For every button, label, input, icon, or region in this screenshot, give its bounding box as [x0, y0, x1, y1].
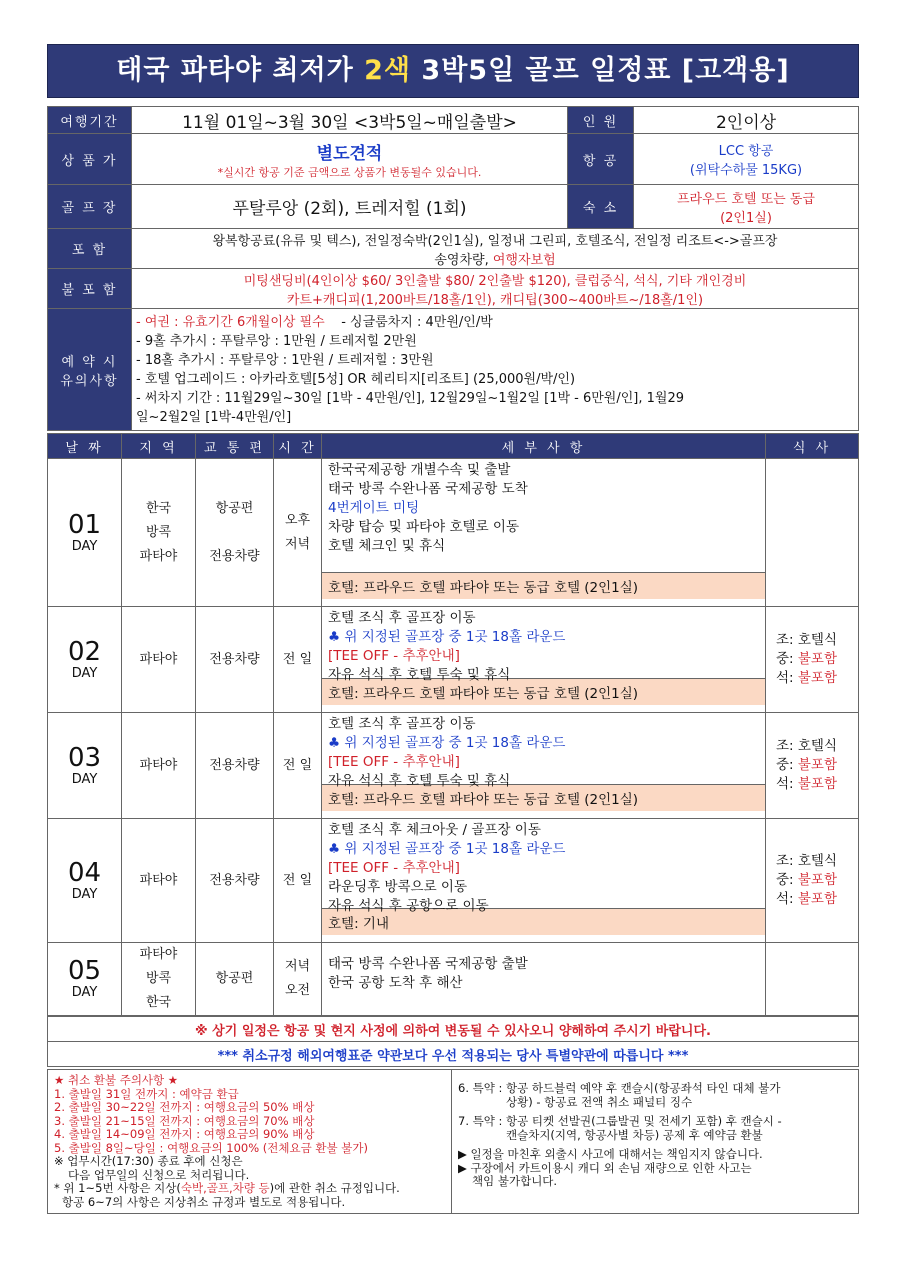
note-surcharge-cont: 일~2월2일 [1박-4만원/인] — [136, 409, 292, 425]
detail-line: 한국 공항 도착 후 해산 — [328, 975, 463, 991]
detail-line: 라운딩후 방콕으로 이동 — [328, 879, 467, 895]
time-cell-line: 오전 — [284, 983, 311, 998]
note-18hole: - 18홀 추가시 : 푸탈루앙 : 1만원 / 트레저힐 : 3만원 — [136, 352, 434, 368]
detail-line: 태국 방콕 수완나폼 국제공항 도착 — [328, 481, 528, 497]
special-8: ▶ 일정을 마친후 외출시 사고에 대해서는 책임지지 않습니다. — [458, 1147, 763, 1161]
time-cell-line: 전 일 — [282, 872, 313, 888]
day-num: 04 — [67, 857, 102, 888]
transport-cell-line: 항공편 — [215, 971, 254, 986]
excl-line-1: 미팅샌딩비(4인이상 $60/ 3인출발 $80/ 2인출발 $120), 클럽중식, 석식, 기타 개인경비 — [243, 273, 747, 289]
day-number — [48, 713, 122, 819]
day-number — [48, 819, 122, 943]
meal-label: 조: — [776, 632, 798, 648]
region-cell-line: 방콕 — [145, 971, 172, 986]
cancel-table — [47, 1069, 859, 1214]
cancel-title: ★ 취소 환불 주의사항 ★ — [54, 1073, 179, 1087]
detail-line: 호텔 조식 후 골프장 이동 — [328, 610, 476, 626]
meal-value: 불포함 — [797, 670, 838, 686]
detail-cell — [322, 459, 766, 607]
header-date: 날 짜 — [48, 434, 122, 459]
schedule-row-day-04 — [48, 819, 859, 943]
note-9hole: - 9홀 추가시 : 푸탈루앙 : 1만원 / 트레저힐 2만원 — [136, 333, 417, 349]
notes-label-1: 예 약 시 — [61, 354, 118, 370]
hotel-info: 호텔: 기내 — [322, 908, 765, 935]
price-cell — [132, 134, 568, 185]
notice-cancel-policy: *** 취소규정 해외여행표준 약관보다 우선 적용되는 당사 특별약관에 따릅니다 *** — [48, 1042, 859, 1067]
detail-line: ♣ 위 지정된 골프장 중 1곳 18홀 라운드 — [328, 735, 566, 751]
air-type: LCC 항공 — [718, 144, 774, 159]
day-number — [48, 607, 122, 713]
cancel-note-3: * 위 1~5번 사항은 지상( — [54, 1181, 181, 1195]
incl-label: 포 함 — [48, 229, 132, 269]
time-cell-line: 오후 — [284, 512, 311, 528]
header-time: 시 간 — [274, 434, 322, 459]
cancel-note-3-items: 숙박,골프,차량 등 — [180, 1181, 270, 1195]
schedule-row-day-01 — [48, 459, 859, 607]
detail-line: 차량 탑승 및 파타야 호텔로 이동 — [328, 519, 519, 535]
time-cell-line: 저녁 — [284, 536, 311, 552]
transport-cell-line: 전용차량 — [209, 757, 260, 773]
meal-value: 불포함 — [797, 757, 838, 773]
stay-label: 숙 소 — [568, 185, 634, 229]
cancel-item-2: 2. 출발일 30~22일 전까지 : 여행요금의 50% 배상 — [54, 1100, 315, 1114]
detail-line: 호텔 조식 후 체크아웃 / 골프장 이동 — [328, 822, 541, 838]
transport-cell-line — [200, 521, 269, 545]
meal-label: 석: — [776, 670, 798, 686]
hotel-info: 호텔: 프라우드 호텔 파타야 또는 동급 호텔 (2인1실) — [322, 784, 765, 811]
page-title — [47, 44, 859, 98]
day-label: DAY — [71, 985, 98, 1000]
detail-line: [TEE OFF - 추후안내] — [328, 754, 460, 770]
day-num: 02 — [67, 636, 102, 667]
day-number — [48, 459, 122, 607]
time-cell — [274, 607, 322, 713]
transport-cell — [196, 819, 274, 943]
day-label: DAY — [71, 665, 98, 681]
time-cell-line: 전 일 — [282, 757, 313, 773]
time-cell — [274, 459, 322, 607]
region-cell-line: 파타야 — [139, 757, 178, 773]
region-cell — [122, 459, 196, 607]
detail-cell — [322, 819, 766, 943]
meal-label: 중: — [776, 757, 798, 773]
golf-value: 푸탈루앙 (2회), 트레저힐 (1회) — [132, 185, 568, 229]
info-table — [47, 106, 859, 431]
notice-schedule: ※ 상기 일정은 항공 및 현지 사정에 의하여 변동될 수 있사오니 양해하여 주시기 바랍니다. — [48, 1017, 859, 1042]
cancel-item-4: 4. 출발일 14~09일 전까지 : 여행요금의 90% 배상 — [54, 1127, 315, 1141]
meal-value: 호텔식 — [797, 738, 838, 754]
hotel-info: 호텔: 프라우드 호텔 파타야 또는 동급 호텔 (2인1실) — [322, 678, 765, 705]
region-cell-line: 파타야 — [139, 872, 178, 888]
incl-line-2: 송영차량, — [434, 252, 493, 268]
note-upgrade: - 호텔 업그레이드 : 아카라호텔[5성] OR 헤리티지[리조트] (25,000원/박/인) — [136, 371, 576, 387]
meal-label: 조: — [776, 853, 798, 869]
detail-line: 자유 석식 후 호텔 투숙 및 휴식 — [328, 667, 511, 683]
stay-cell — [634, 185, 859, 229]
meal-label: 조: — [776, 738, 798, 754]
time-cell — [274, 819, 322, 943]
detail-cell — [322, 943, 766, 1016]
special-7-cont: 캔슬차지(지역, 항공사별 차등) 공제 후 예약금 환불 — [506, 1127, 763, 1142]
incl-line-1: 왕복항공료(유류 및 텍스), 전일정숙박(2인1실), 일정내 그린피, 호텔조식, 전일정 리조트<->골프장 — [212, 233, 778, 249]
title-text-end: 3박5일 골프 일정표 [고객용] — [411, 55, 790, 86]
cancel-item-3: 3. 출발일 21~15일 전까지 : 여행요금의 70% 배상 — [54, 1113, 315, 1128]
cancel-note-2: 다음 업무일의 신청으로 처리됩니다. — [68, 1167, 250, 1182]
transport-cell — [196, 713, 274, 819]
cancel-note-4: 항공 6~7의 사항은 지상취소 규정과 별도로 적용됩니다. — [62, 1194, 346, 1209]
detail-cell — [322, 713, 766, 819]
special-9: ▶ 구장에서 카트이용시 캐디 외 손님 재량으로 인한 사고는 — [458, 1160, 752, 1175]
day-label: DAY — [71, 538, 98, 554]
people-label: 인 원 — [568, 107, 634, 134]
cancel-item-5: 5. 출발일 8일~당일 : 여행요금의 100% (전체요금 환불 불가) — [54, 1140, 368, 1155]
transport-cell-line: 전용차량 — [209, 548, 260, 564]
note-passport: - 여권 : 유효기간 6개월이상 필수 — [136, 314, 325, 330]
day-label: DAY — [71, 771, 98, 787]
time-cell — [274, 943, 322, 1016]
detail-cell — [322, 607, 766, 713]
schedule-row-day-03 — [48, 713, 859, 819]
detail-line: 자유 석식 후 호텔 투숙 및 휴식 — [328, 773, 511, 789]
people-value: 2인이상 — [634, 107, 859, 134]
day-number — [48, 943, 122, 1016]
cancel-note-3-end: )에 관한 취소 규정입니다. — [269, 1181, 400, 1195]
detail-line: 4번게이트 미팅 — [328, 500, 420, 516]
region-cell — [122, 819, 196, 943]
excl-label: 불 포 함 — [48, 269, 132, 309]
incl-insurance: 여행자보험 — [492, 252, 556, 268]
meal-cell — [766, 819, 859, 943]
day-num: 01 — [67, 509, 102, 540]
meal-label: 석: — [776, 891, 798, 907]
stay-room: (2인1실) — [720, 210, 772, 226]
time-cell-line: 저녁 — [284, 959, 311, 974]
header-detail: 세 부 사 항 — [322, 434, 766, 459]
detail-line: 호텔 조식 후 골프장 이동 — [328, 716, 476, 732]
golf-label: 골 프 장 — [48, 185, 132, 229]
air-baggage: (위탁수하물 15KG) — [689, 163, 803, 178]
period-value: 11월 01일~3월 30일 <3박5일~매일출발> — [132, 107, 568, 134]
detail-line: 태국 방콕 수완나폼 국제공항 출발 — [328, 956, 528, 972]
header-meal: 식 사 — [766, 434, 859, 459]
transport-cell-line: 전용차량 — [209, 651, 260, 667]
meal-value: 불포함 — [797, 651, 838, 667]
notes-cell — [132, 309, 859, 431]
region-cell-line: 방콕 — [145, 524, 172, 540]
special-6-cont: 상황) - 항공료 전액 취소 패널티 징수 — [506, 1094, 693, 1109]
special-6: 6. 특약 : 항공 하드블럭 예약 후 캔슬시(항공좌석 타인 대체 불가 — [458, 1081, 781, 1095]
notice-table — [47, 1016, 859, 1067]
period-label: 여행기간 — [48, 107, 132, 134]
price-note: *실시간 항공 기준 금액으로 상품가 변동될수 있습니다. — [217, 165, 482, 179]
meal-value: 호텔식 — [797, 632, 838, 648]
detail-line: 자유 석식 후 공항으로 이동 — [328, 898, 489, 914]
detail-line: 호텔 체크인 및 휴식 — [328, 538, 446, 554]
detail-line: 한국국제공항 개별수속 및 출발 — [328, 462, 511, 478]
region-cell-line: 파타야 — [139, 548, 178, 564]
region-cell-line: 한국 — [145, 500, 172, 516]
hotel-info: 호텔: 프라우드 호텔 파타야 또는 동급 호텔 (2인1실) — [322, 572, 765, 599]
detail-line: ♣ 위 지정된 골프장 중 1곳 18홀 라운드 — [328, 841, 566, 857]
meal-value: 불포함 — [797, 776, 838, 792]
schedule-table — [47, 433, 859, 1016]
meal-cell — [766, 607, 859, 713]
transport-cell — [196, 459, 274, 607]
stay-hotel: 프라우드 호텔 또는 동급 — [677, 191, 815, 207]
price-label: 상 품 가 — [48, 134, 132, 185]
schedule-row-day-05 — [48, 943, 859, 1016]
region-cell — [122, 713, 196, 819]
schedule-row-day-02 — [48, 607, 859, 713]
incl-cell — [132, 229, 859, 269]
meal-value: 불포함 — [797, 891, 838, 907]
meal-value: 불포함 — [797, 872, 838, 888]
excl-cell — [132, 269, 859, 309]
meal-label: 중: — [776, 651, 798, 667]
cancel-note-1: ※ 업무시간(17:30) 종료 후에 신청은 — [54, 1154, 243, 1168]
header-region: 지 역 — [122, 434, 196, 459]
detail-line: ♣ 위 지정된 골프장 중 1곳 18홀 라운드 — [328, 629, 566, 645]
day-num: 05 — [67, 956, 102, 986]
cancel-right — [452, 1070, 859, 1214]
notes-label — [48, 309, 132, 431]
region-cell-line: 파타야 — [139, 947, 178, 962]
meal-value: 호텔식 — [797, 853, 838, 869]
cancel-item-1: 1. 출발일 31일 전까지 : 예약금 환급 — [54, 1086, 239, 1101]
detail-line: [TEE OFF - 추후안내] — [328, 860, 460, 876]
detail-line: [TEE OFF - 추후안내] — [328, 648, 460, 664]
excl-line-2: 카트+캐디피(1,200바트/18홀/1인), 캐디팁(300~400바트~/18홀/1인) — [286, 292, 704, 308]
notes-label-2: 유의사항 — [60, 373, 119, 389]
meal-label: 석: — [776, 776, 798, 792]
meal-cell — [766, 943, 859, 1016]
transport-cell-line: 전용차량 — [209, 872, 260, 888]
header-transport: 교 통 편 — [196, 434, 274, 459]
region-cell — [122, 607, 196, 713]
title-highlight: 2색 — [364, 55, 412, 86]
special-7: 7. 특약 : 항공 티켓 선발권(그룹발권 및 전세기 포함) 후 캔슬시 - — [458, 1114, 782, 1128]
air-label: 항 공 — [568, 134, 634, 185]
region-cell-line: 한국 — [145, 995, 172, 1010]
special-9-cont: 책임 불가합니다. — [472, 1174, 558, 1188]
transport-cell — [196, 607, 274, 713]
day-num: 03 — [67, 742, 102, 773]
title-text: 태국 파타야 최저가 — [116, 55, 365, 86]
note-surcharge: - 써차지 기간 : 11월29일~30일 [1박 - 4만원/인], 12월29일~1월2일 [1박 - 6만원/인], 1월29 — [136, 390, 685, 406]
cancel-left — [48, 1070, 452, 1214]
meal-cell — [766, 459, 859, 607]
meal-cell — [766, 713, 859, 819]
air-cell — [634, 134, 859, 185]
time-cell-line: 전 일 — [282, 651, 313, 667]
meal-label: 중: — [776, 872, 798, 888]
price-main: 별도견적 — [316, 143, 383, 164]
region-cell-line: 파타야 — [139, 651, 178, 667]
time-cell — [274, 713, 322, 819]
transport-cell — [196, 943, 274, 1016]
day-label: DAY — [71, 886, 98, 902]
note-single: - 싱글룸차지 : 4만원/인/박 — [324, 314, 493, 330]
transport-cell-line: 항공편 — [215, 500, 254, 516]
region-cell — [122, 943, 196, 1016]
